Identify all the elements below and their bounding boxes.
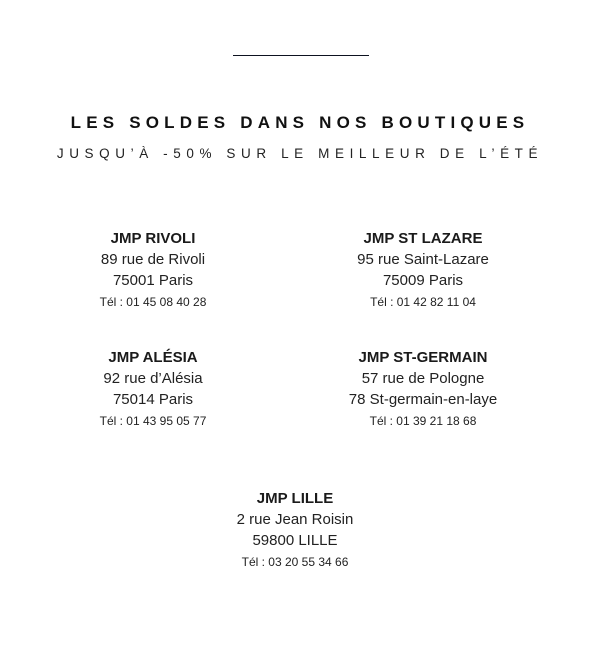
page-title: LES SOLDES DANS NOS BOUTIQUES	[70, 113, 530, 132]
store-phone[interactable]: Tél : 01 42 82 11 04	[370, 295, 476, 309]
store-st-germain	[293, 348, 553, 432]
store-st-lazare	[293, 229, 553, 313]
store-phone[interactable]: Tél : 01 43 95 05 77	[99, 414, 207, 428]
top-divider	[233, 55, 369, 56]
store-city: 78 St-germain-en-laye	[348, 391, 498, 408]
store-lille	[165, 489, 425, 573]
store-address: 92 rue d’Alésia	[103, 370, 203, 387]
store-address: 2 rue Jean Roisin	[236, 511, 354, 528]
store-address: 95 rue Saint-Lazare	[357, 251, 489, 268]
store-name: JMP ST LAZARE	[363, 230, 483, 247]
store-city: 75009 Paris	[382, 272, 464, 289]
store-name: JMP ALÉSIA	[108, 349, 198, 366]
store-address: 57 rue de Pologne	[361, 370, 485, 387]
store-city: 75014 Paris	[112, 391, 194, 408]
store-rivoli	[23, 229, 283, 313]
store-phone[interactable]: Tél : 03 20 55 34 66	[241, 555, 349, 569]
store-phone[interactable]: Tél : 01 39 21 18 68	[369, 414, 477, 428]
store-address: 89 rue de Rivoli	[100, 251, 206, 268]
store-alesia	[23, 348, 283, 432]
store-city: 59800 LILLE	[252, 532, 338, 549]
store-name: JMP LILLE	[256, 490, 334, 507]
store-phone[interactable]: Tél : 01 45 08 40 28	[99, 295, 207, 309]
store-name: JMP ST-GERMAIN	[358, 349, 488, 366]
store-city: 75001 Paris	[112, 272, 194, 289]
page-subtitle: JUSQU’À -50% SUR LE MEILLEUR DE L’ÉTÉ	[56, 146, 544, 161]
store-name: JMP RIVOLI	[110, 230, 196, 247]
